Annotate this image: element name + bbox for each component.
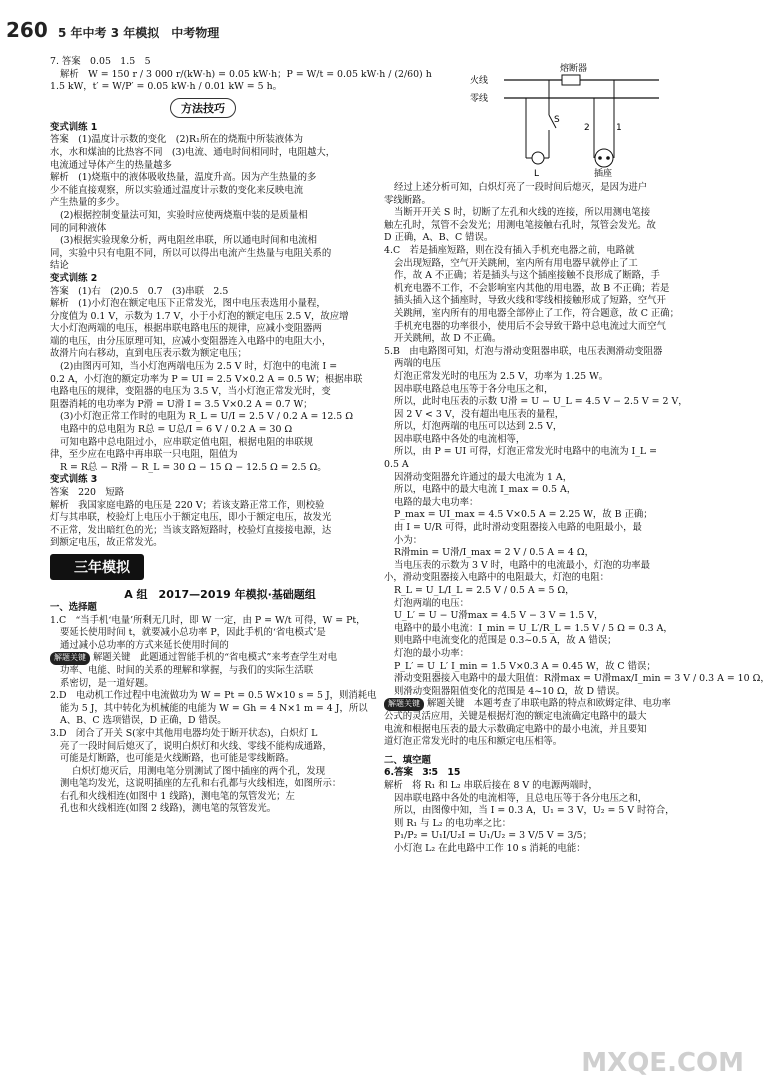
- page-header: [0, 0, 750, 44]
- circuit-diagram: [464, 60, 664, 178]
- text-line: R = R总 − R滑 − R_L = 30 Ω − 15 Ω − 12.5 Ω = 2.5 Ω。: [60, 461, 327, 473]
- text-line: 因串联电路中各处的电流相等，且总电压等于各分电压之和，: [394, 792, 648, 804]
- text-line: 因滑动变阻器允许通过的最大电流为 1 A，: [394, 471, 573, 483]
- section-heading: 一、选择题: [50, 601, 97, 613]
- key-tag: 解题关键: [384, 698, 424, 711]
- text-line: 灯与其串联，校验灯上电压小于额定电压，即小于额定电压，故发光: [50, 512, 332, 524]
- text-line: P_max = UI_max = 4.5 V×0.5 A = 2.25 W，故 B 正确；: [394, 509, 653, 521]
- text-line: 电流和根据电压表的最大示数确定电路中的最小电流，并且要知: [384, 723, 647, 735]
- text-line: 答案 220 短路: [50, 487, 125, 498]
- text-line: 则电路中电流变化的范围是 0.3~0.5 A，故 A 错误；: [394, 635, 617, 647]
- text-line: 小灯泡 L₂ 在此电路中工作 10 s 消耗的电能：: [394, 842, 586, 854]
- text-line: 0.2 A，小灯泡的额定功率为 P = UI = 2.5 V×0.2 A = 0.5 W；根据串联: [50, 373, 363, 385]
- text-line: 公式的灵活应用，关键是根据灯泡的额定电流确定电路中的最大: [384, 710, 647, 722]
- text-line: 小，滑动变阻器接入电路中的电阻最大，灯泡的电阻：: [384, 572, 610, 584]
- label-live: 火线: [470, 76, 489, 86]
- text-line: 道灯泡正常发光时的电压和额定电压相等。: [384, 736, 563, 748]
- key-note: [384, 698, 750, 711]
- q6-answer: 6.答案 3∶5 15: [384, 767, 461, 779]
- text-line: 阻器消耗的电功率为 P滑 = U滑 I = 3.5 V×0.2 A = 0.7 W；: [50, 398, 313, 410]
- text-line: 开关跳闸，故 D 不正确。: [394, 333, 502, 345]
- text-line: 系密切，是一道好题。: [60, 677, 154, 689]
- text-line: 手机充电器的功率很小，使用后不会导致干路中总电流过大而空气: [394, 320, 666, 332]
- key-text: 解题关键 本题考查了串联电路的特点和欧姆定律、电功率: [426, 698, 671, 710]
- text-line: 作，故 A 不正确；若是插头与这个插座接触不良形成了断路，手: [394, 270, 660, 282]
- text-line: 少不能直接观察，所以实验通过温度计示数的变化来反映电流: [50, 184, 304, 196]
- key-note: [50, 652, 390, 665]
- variant-1-title: 变式训练 1: [50, 121, 98, 133]
- label-socket: 插座: [594, 169, 613, 179]
- text-line: 则 R₁ 与 L₂ 的电功率之比：: [394, 817, 512, 829]
- text-line: 白炽灯熄灭后，用测电笔分别测试了图中插座的两个孔，发现: [72, 765, 326, 777]
- text-line: 通过减小总功率的方式来延长使用时间的: [60, 639, 229, 651]
- text-line: 水，水和煤油的比热容不同 (3)电流、通电时间相同时，电阻越大，: [50, 146, 336, 158]
- book-title: 5 年中考 3 年模拟 中考物理: [58, 26, 220, 40]
- text-line: 两端的电压: [394, 358, 441, 370]
- text-line: 亮了一段时间后熄灭了，说明白炽灯和火线、零线不能构成通路，: [60, 740, 332, 752]
- text-line: 当电压表的示数为 3 V 时，电路中的电流最小，灯泡的功率最: [394, 559, 651, 571]
- text-line: 电流通过导体产生的热量越多: [50, 159, 172, 171]
- text-line: 可能是灯断路，也可能是火线断路，也可能是零线断路。: [60, 753, 295, 765]
- text-line: 因串联电路中各处的电流相等，: [394, 433, 526, 445]
- text-line: (2)由图丙可知，当小灯泡两端电压为 2.5 V 时，灯泡中的电流 I =: [60, 361, 338, 373]
- text-line: 同，实验中只有电阻不同，所以可以得出电流产生热量与电阻关系的: [50, 247, 332, 259]
- variant-3-title: 变式训练 3: [50, 474, 98, 486]
- text-line: 电路中的总电阻为 R总 = U总/I = 6 V / 0.2 A = 30 Ω: [60, 424, 293, 436]
- label-fuse: 熔断器: [560, 64, 588, 74]
- text-line: P₁/P₂ = U₁I/U₂I = U₁/U₂ = 3 V/5 V = 3/5；: [394, 830, 592, 842]
- text-line: 电路中的最小电流：I_min = U_L′/R_L = 1.5 V / 5 Ω = 0.3 A，: [394, 622, 673, 634]
- text-line: 5.B 由电路图可知，灯泡与滑动变阻器串联，电压表测滑动变阻器: [384, 345, 663, 357]
- label-neutral: 零线: [470, 94, 489, 104]
- text-line: 电路电压的规律，变阻器的电压为 3.5 V，当小灯泡正常发光时，变: [50, 386, 331, 398]
- text-line: 由 I = U/R 可得，此时滑动变阻器接入电路的电阻最小，最: [394, 522, 642, 534]
- label-two: 2: [584, 123, 590, 133]
- text-line: 关跳闸，室内所有的用电器全部停止了工作，符合题意，故 C 正确；: [394, 307, 680, 319]
- text-line: 产生热量的多少。: [50, 197, 126, 209]
- text-line: 电路的最大电功率：: [394, 496, 479, 508]
- text-line: 不正常，发出暗红色的光；当该支路短路时，校验灯直接接电源，达: [50, 524, 332, 536]
- label-switch: S: [554, 115, 560, 125]
- text-line: 测电笔均发光，这说明插座的左孔和右孔都与火线相连，如图所示：: [60, 778, 342, 790]
- text-line: (2)根据控制变量法可知，实验时应使两烧瓶中装的是质量相: [60, 209, 308, 221]
- text-line: 孔也和火线相连(如图 2 线路)，测电笔的氖管发光。: [60, 803, 277, 815]
- text-line: 插头插入这个插座时，导致火线和零线相接触形成了短路，空气开: [394, 295, 666, 307]
- section-heading: 二、填空题: [384, 754, 431, 766]
- text-line: 到额定电压，故正常发光。: [50, 537, 163, 549]
- text-line: R滑min = U滑/I_max = 2 V / 0.5 A = 4 Ω，: [394, 547, 594, 559]
- text-line: 端的电压，由分压原理可知，应减小变阻器连入电路中的电阻大小，: [50, 335, 332, 347]
- text-line: 1.C “当手机‘电量’所剩无几时，即 W 一定，由 P = W/t 可得，W = Pt，: [50, 614, 366, 626]
- text-line: 经过上述分析可知，白炽灯亮了一段时间后熄灭，是因为进户: [394, 182, 648, 193]
- group-title: A 组 2017—2019 年模拟·基础题组: [124, 587, 316, 601]
- text-line: 同的同种液体: [50, 222, 107, 234]
- key-text: 解题关键 此题通过智能手机的“省电模式”来考查学生对电: [92, 652, 337, 664]
- text-line: 小为：: [394, 534, 423, 546]
- text-line: 2.D 电动机工作过程中电流做功为 W = Pt = 0.5 W×10 s = 5 J，则消耗电: [50, 690, 377, 702]
- text-line: 分度值为 0.1 V，示数为 1.7 V，小于小灯泡的额定电压 2.5 V，故应增: [50, 310, 349, 322]
- text-line: 0.5 A: [384, 459, 409, 471]
- text-line: 灯泡的最小功率：: [394, 647, 470, 659]
- text-line: 因 2 V < 3 V，没有超出电压表的量程，: [394, 408, 565, 420]
- text-line: 解析 (1)小灯泡在额定电压下正常发光，图中电压表选用小量程，: [50, 298, 326, 310]
- q7-answer: 7. 答案 0.05 1.5 5: [50, 56, 151, 67]
- text-line: 解析 我国家庭电路的电压是 220 V；若该支路正常工作，则校验: [50, 499, 325, 511]
- text-line: 机充电器不工作，不会影响室内其他的用电器，故 B 不正确；若是: [394, 282, 670, 294]
- label-lamp: L: [534, 169, 540, 179]
- page-number: 260: [6, 18, 48, 42]
- right-column: [384, 56, 770, 855]
- watermark: MXQE.COM: [581, 1048, 744, 1078]
- text-line: U_L′ = U − U滑max = 4.5 V − 3 V = 1.5 V，: [394, 610, 604, 622]
- text-line: 滑动变阻器接入电路中的最大阻值：R滑max = U滑max/I_min = 3 V / 0.3 A = 10 Ω，: [394, 673, 770, 685]
- text-line: 因串联电路总电压等于各分电压之和，: [394, 383, 554, 395]
- text-line: 所以，灯泡两端的电压可以达到 2.5 V，: [394, 421, 563, 433]
- text-line: 能为 5 J，其中转化为机械能的电能为 W = Gh = 4 N×1 m = 4 J，所以: [60, 702, 368, 714]
- text-line: 答案 (1)右 (2)0.5 0.7 (3)串联 2.5: [50, 285, 229, 297]
- text-line: 4.C 若是插座短路，则在没有插入手机充电器之前，电路就: [384, 244, 635, 256]
- q7-calc-1: 解析 W = 150 r / 3 000 r/(kW·h) = 0.05 kW·h；P = W/t = 0.05 kW·h / (2/60) h: [60, 68, 432, 80]
- method-badge: 方法技巧: [170, 98, 236, 118]
- text-line: 灯泡两端的电压：: [394, 597, 470, 609]
- text-line: P_L′ = U_L′ I_min = 1.5 V×0.3 A = 0.45 W，故 C 错误；: [394, 660, 656, 672]
- text-line: 则滑动变阻器阻值变化的范围是 4~10 Ω，故 D 错误。: [394, 685, 626, 697]
- text-line: D 正确，A、B、C 错误。: [384, 232, 494, 244]
- text-line: 灯泡正常发光时的电压为 2.5 V，功率为 1.25 W。: [394, 370, 609, 382]
- text-line: 可知电路中总电阻过小，应串联定值电阻，根据电阻的串联规: [60, 436, 314, 448]
- text-line: 3.D 闭合了开关 S(家中其他用电器均处于断开状态)，白炽灯 L: [50, 727, 318, 739]
- text-line: (3)根据实验现象分析，两电阻丝串联，所以通电时间和电流相: [60, 235, 318, 247]
- label-one: 1: [616, 123, 622, 133]
- text-line: 故滑片向右移动，直到电压表示数为额定电压；: [50, 348, 247, 360]
- q7-calc-2: 1.5 kW，t′ = W/P′ = 0.05 kW·h / 0.01 kW = 5 h。: [50, 81, 282, 93]
- text-line: 零线断路。: [384, 194, 431, 206]
- text-line: R_L = U_L/I_L = 2.5 V / 0.5 A = 5 Ω，: [394, 585, 575, 596]
- text-line: 解析 (1)烧瓶中的液体吸收热量，温度升高。因为产生热量的多: [50, 172, 317, 184]
- text-line: 要延长使用时间 t，就要减小总功率 P，因此手机的‘省电模式’是: [60, 627, 326, 639]
- text-line: 当断开开关 S 时，切断了左孔和火线的连接，所以用测电笔接: [394, 207, 651, 219]
- variant-2-title: 变式训练 2: [50, 272, 98, 284]
- text-line: 触左孔时，氖管不会发光；用测电笔接触右孔时，氖管会发光。故: [384, 219, 656, 231]
- key-tag: 解题关键: [50, 652, 90, 665]
- section-banner: 三年模拟: [50, 554, 144, 580]
- text-line: 所以，电路中的最大电流 I_max = 0.5 A，: [394, 484, 577, 496]
- text-line: 右孔和火线相连(如图中 1 线路)，测电笔的氖管发光；左: [60, 790, 295, 802]
- text-line: 解析 将 R₁ 和 L₂ 串联后接在 8 V 的电源两端时，: [384, 779, 598, 791]
- text-line: 结论: [50, 260, 69, 272]
- text-line: 律，至少应在电路中再串联一只电阻，阻值为: [50, 449, 238, 461]
- text-line: A、B、C 选项错误，D 正确，D 错误。: [60, 715, 227, 727]
- text-line: 所以，此时电压表的示数 U滑 = U − U_L = 4.5 V − 2.5 V = 2 V，: [394, 396, 688, 408]
- text-line: 所以，由图像中知，当 I = 0.3 A，U₁ = 3 V，U₂ = 5 V 时符合，: [394, 805, 675, 817]
- text-line: 所以，由 P = UI 可得，灯泡正常发光时电路中的电流为 I_L =: [394, 446, 657, 458]
- text-line: 功率、电能、时间的关系的理解和掌握，与我们的实际生活联: [60, 664, 314, 676]
- text-line: 答案 (1)温度计示数的变化 (2)R₁所在的烧瓶中所装液体为: [50, 134, 304, 146]
- text-line: (3)小灯泡正常工作时的电阻为 R_L = U/I = 2.5 V / 0.2 A = 12.5 Ω: [60, 411, 354, 423]
- text-line: 会出现短路，空气开关跳闸，室内所有用电器早就停止了工: [394, 257, 638, 269]
- text-line: 大小灯泡两端的电压，根据串联电路电压的规律，应减小变阻器两: [50, 323, 322, 335]
